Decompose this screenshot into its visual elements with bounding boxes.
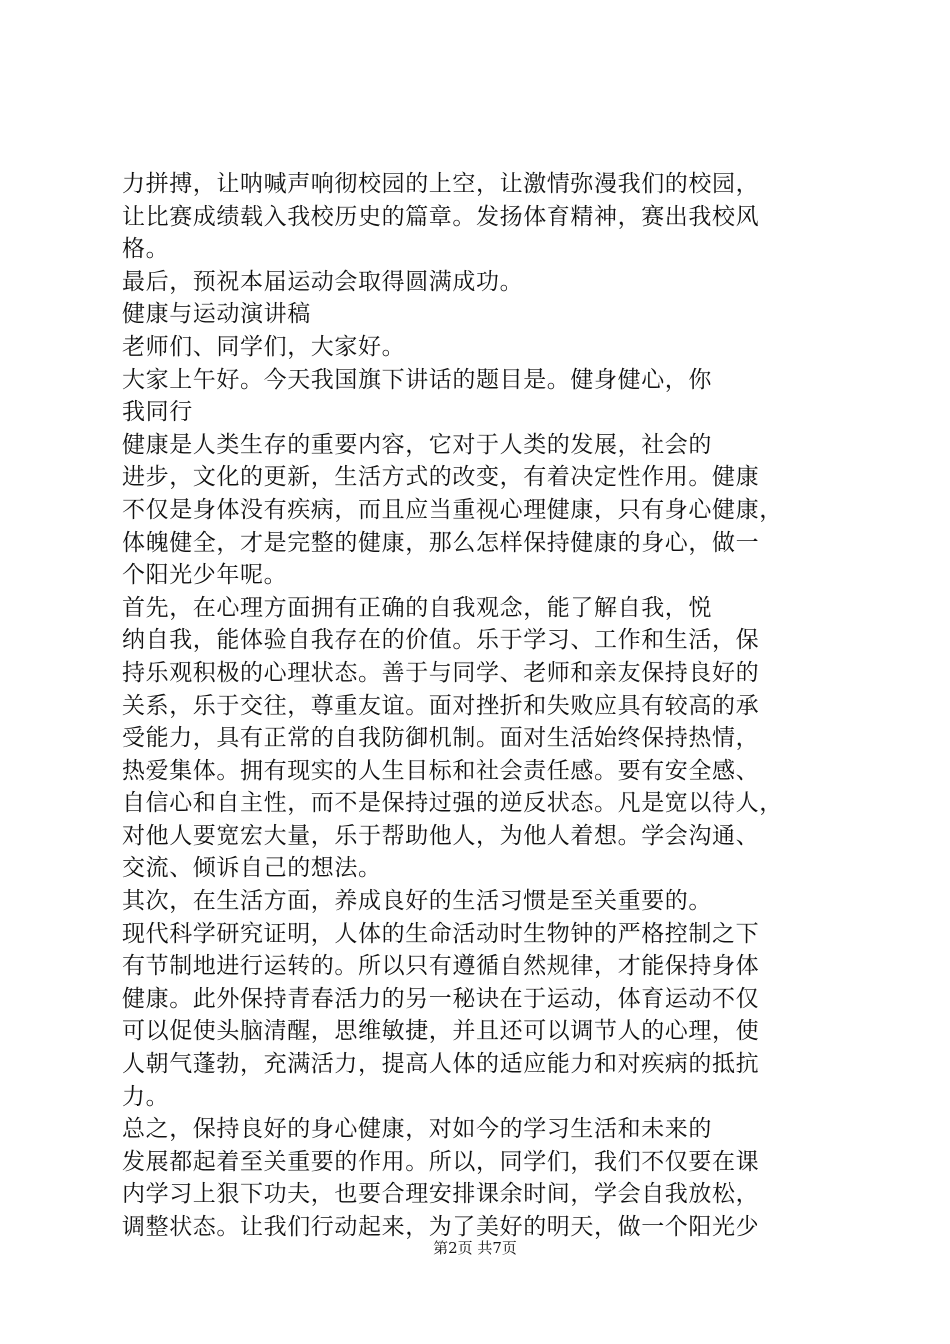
text-line: 首先，在心理方面拥有正确的自我观念，能了解自我，悦 — [122, 594, 712, 621]
text-line: 健康。此外保持青春活力的另一秘诀在于运动，体育运动不仅 — [122, 985, 760, 1012]
text-line: 格。 — [122, 236, 170, 263]
text-line: 纳自我，能体验自我存在的价值。乐于学习、工作和生活，保 — [122, 627, 760, 654]
text-line: 健康是人类生存的重要内容，它对于人类的发展，社会的 — [122, 431, 712, 458]
text-line: 人朝气蓬勃，充满活力，提高人体的适应能力和对疾病的抵抗 — [122, 1051, 760, 1078]
text-line: 健康与运动演讲稿 — [122, 301, 311, 328]
text-line: 关系，乐于交往，尊重友谊。面对挫折和失败应具有较高的承 — [122, 692, 760, 719]
text-line: 力。 — [122, 1083, 170, 1110]
text-line: 最后，预祝本届运动会取得圆满成功。 — [122, 268, 524, 295]
text-line: 对他人要宽宏大量，乐于帮助他人，为他人着想。学会沟通、 — [122, 822, 760, 849]
text-line: 热爱集体。拥有现实的人生目标和社会责任感。要有安全感、 — [122, 757, 760, 784]
text-line: 内学习上狠下功夫，也要合理安排课余时间，学会自我放松， — [122, 1181, 760, 1208]
text-line: 持乐观积极的心理状态。善于与同学、老师和亲友保持良好的 — [122, 659, 760, 686]
text-line: 发展都起着至关重要的作用。所以，同学们，我们不仅要在课 — [122, 1148, 760, 1175]
text-line: 其次，在生活方面，养成良好的生活习惯是至关重要的。 — [122, 888, 712, 915]
document-body — [122, 168, 836, 1244]
text-line: 体魄健全，才是完整的健康，那么怎样保持健康的身心，做一 — [122, 529, 760, 556]
text-line: 总之，保持良好的身心健康，对如今的学习生活和未来的 — [122, 1116, 712, 1143]
text-line: 大家上午好。今天我国旗下讲话的题目是。健身健心，你 — [122, 366, 712, 393]
text-line: 老师们、同学们，大家好。 — [122, 333, 406, 360]
text-line: 调整状态。让我们行动起来，为了美好的明天，做一个阳光少 — [122, 1214, 760, 1240]
text-line: 力拼搏，让呐喊声响彻校园的上空，让激情弥漫我们的校园， — [122, 171, 760, 197]
text-line: 可以促使头脑清醒，思维敏捷，并且还可以调节人的心理，使 — [122, 1018, 760, 1045]
text-line: 自信心和自主性，而不是保持过强的逆反状态。凡是宽以待人， — [122, 790, 783, 817]
text-line: 不仅是身体没有疾病，而且应当重视心理健康，只有身心健康， — [122, 496, 783, 523]
text-line: 交流、倾诉自己的想法。 — [122, 855, 382, 882]
text-line: 受能力，具有正常的自我防御机制。面对生活始终保持热情， — [122, 725, 760, 752]
text-line: 我同行 — [122, 399, 193, 426]
text-line: 现代科学研究证明，人体的生命活动时生物钟的严格控制之下 — [122, 920, 760, 947]
text-line: 个阳光少年呢。 — [122, 562, 288, 589]
text-line: 进步，文化的更新，生活方式的改变，有着决定性作用。健康 — [122, 464, 760, 491]
text-line: 有节制地进行运转的。所以只有遵循自然规律，才能保持身体 — [122, 953, 760, 980]
text-line: 让比赛成绩载入我校历史的篇章。发扬体育精神，赛出我校风 — [122, 203, 760, 230]
page-footer: 第2页 共7页 — [433, 1239, 517, 1257]
